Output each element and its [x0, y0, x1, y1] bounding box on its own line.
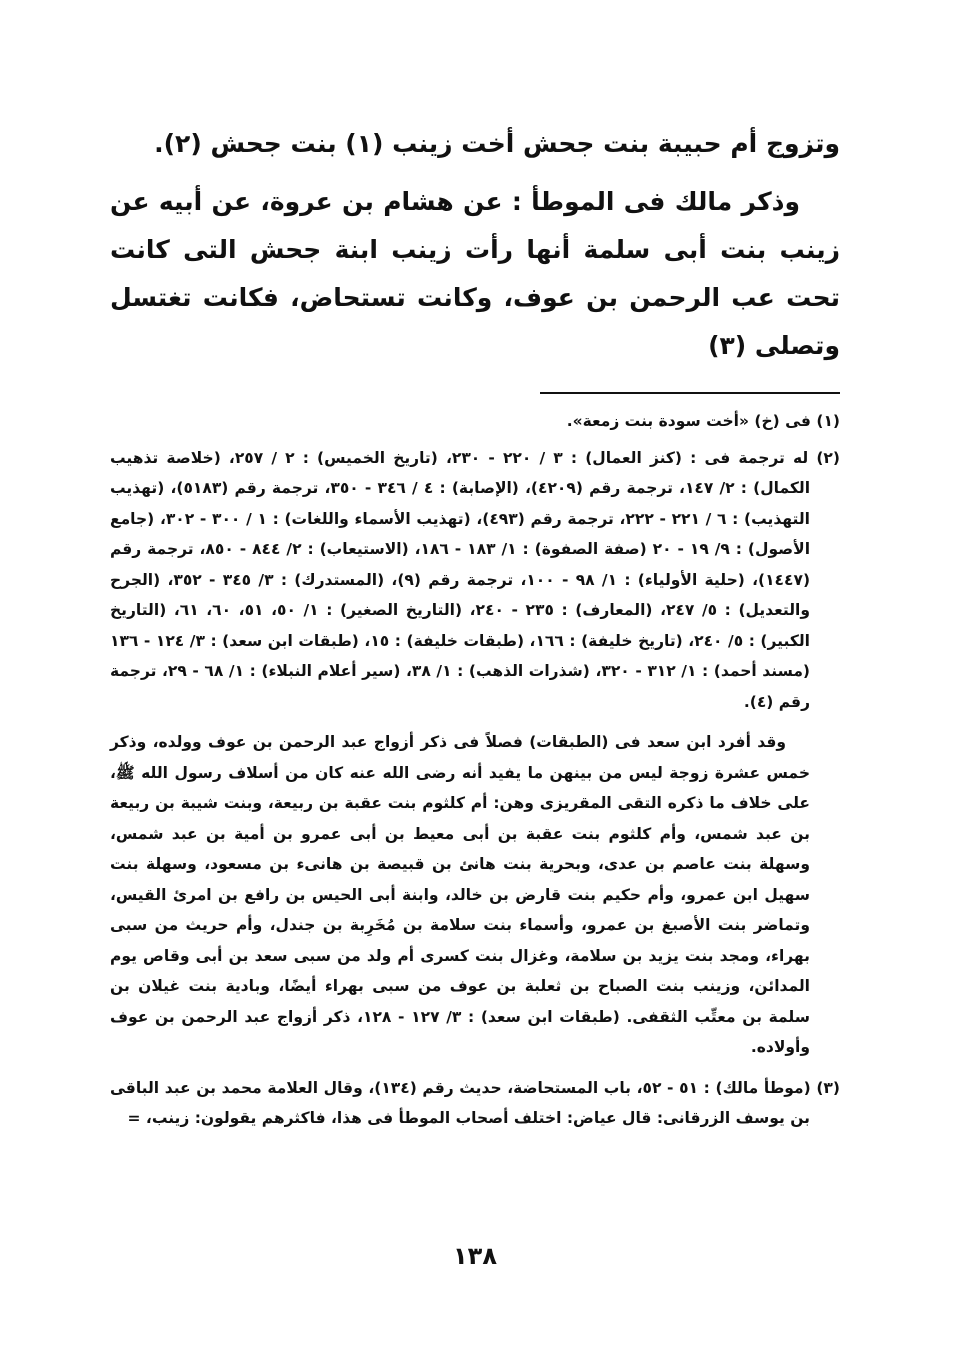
- footnote-3: (٣) (موطأ مالك) : ٥١ - ٥٢، باب المستحاضة، حديث رقم (١٣٤)، وقال العلامة محمد بن عبد الباقى بن يوسف الزرقانى: قال عياض: اختلف أصحاب الموطأ فى هذا، فاكثرهم يقولون: زينب، =: [110, 1078, 840, 1127]
- main-paragraph-1: وتزوج أم حبيبة بنت جحش أخت زينب (١) بنت جحش (٢).: [154, 129, 840, 158]
- footnote-separator: [540, 392, 840, 394]
- footnote-2: (٢) له ترجمة فى : (كنز العمال) : ٣ / ٢٢٠ - ٢٣٠، (تاريخ الخميس) : ٢ / ٢٥٧، (خلاصة تذهيب الكمال) : ٢/ ١٤٧، ترجمة رقم (٤٢٠٩)، (الإصابة) : ٤ / ٣٤٦ - ٣٥٠، ترجمة رقم (٥١٨٣)، (تهذيب التهذيب) : ٦ / ٢٢١ - ٢٢٢، ترجمة رقم (٤٩٣)، (تهذيب الأسماء واللغات) : ١ / ٣٠٠ - ٣٠٢، (جامع الأصول) : ٩/ ١٩ - ٢٠ (صفة الصفوة) : ١/ ١٨٣ - ١٨٦، (الاستيعاب) : ٢/ ٨٤٤ - ٨٥٠، ترجمة رقم (١٤٤٧)، (حلية الأولياء) : ١/ ٩٨ - ١٠٠، ترجمة رقم (٩)، (المستدرك) : ٣/ ٣٤٥ - ٣٥٢، (الجرح والتعديل) : ٥/ ٢٤٧، (المعارف) : ٢٣٥ - ٢٤٠، (التاريخ الصغير) : ١/ ٥٠، ٥١، ٦٠، ٦١، (التاريخ الكبير) : ٥/ ٢٤٠، (تاريخ خليفة) : ١٦٦، (طبقات خليفة) : ١٥، (طبقات ابن سعد) : ٣/ ١٢٤ - ١٣٦ (مسند أحمد) : ١/ ٣١٢ - ٣٢٠، (شذرات الذهب) : ١/ ٣٨، (سير أعلام النبلاء) : ١/ ٦٨ - ٢٩، ترجمة رقم (٤).: [110, 448, 840, 711]
- main-text: [110, 120, 840, 370]
- document-page: [110, 120, 840, 1300]
- footnote-2-continuation: وقد أفرد ابن سعد فى (الطبقات) فصلاً فى ذكر أزواج عبد الرحمن بن عوف وولده، وذكر خمس عشرة زوجة ليس من بينهن ما يفيد أنه رضى الله عنه كان من أسلاف رسول الله ﷺ، على خلاف ما ذكره التقى المقريزى وهن: أم كلثوم بنت عقبة بن ربيعة، وبنت شيبة بن ربيعة بن عبد شمس، وأم كلثوم بنت عقبة بن أبى معيط بن أبى عمرو بن أمية بن عبد شمس، وسهلة بنت عاصم بن عدى، وبحرية بنت هانئ بن قبيصة بن هانىء بن مسعود، وسهلة بنت سهيل ابن عمرو، وأم حكيم بنت قارض بن خالد، وابنة أبى الحيس بن رافع بن امرئ القيس، وتماضر بنت الأصبغ بن عمرو، وأسماء بنت سلامة بن مُخَرِبة بن جندل، وأم حريث من سبى بهراء، ومجد بنت يزيد بن سلامة، وغزال بنت كسرى أم ولد من سبى سعد بن أبى وقاص يوم المدائن، وزينب بنت الصباح بن ثعلبة بن عوف من سبى بهراء أيضًا، وبادية بنت غيلان بن سلمة بن معتِّب الثقفى. (طبقات ابن سعد) : ٣/ ١٢٧ - ١٢٨، ذكر أزواج عبد الرحمن بن عوف وأولاده.: [110, 733, 811, 1056]
- footnote-1: (١) فى (خ) «أخت سودة بنت زمعة».: [566, 412, 840, 430]
- footnotes: [110, 406, 840, 1134]
- main-paragraph-2: وذكر مالك فى الموطأ : عن هشام بن عروة، عن أبيه عن زينب بنت أبى سلمة أنها رأت زينب ابنة جحش التى كانت تحت عب الرحمن بن عوف، وكانت تستحاض، فكانت تغتسل وتصلى (٣): [110, 187, 840, 360]
- page-number: ١٣٨: [453, 1242, 497, 1270]
